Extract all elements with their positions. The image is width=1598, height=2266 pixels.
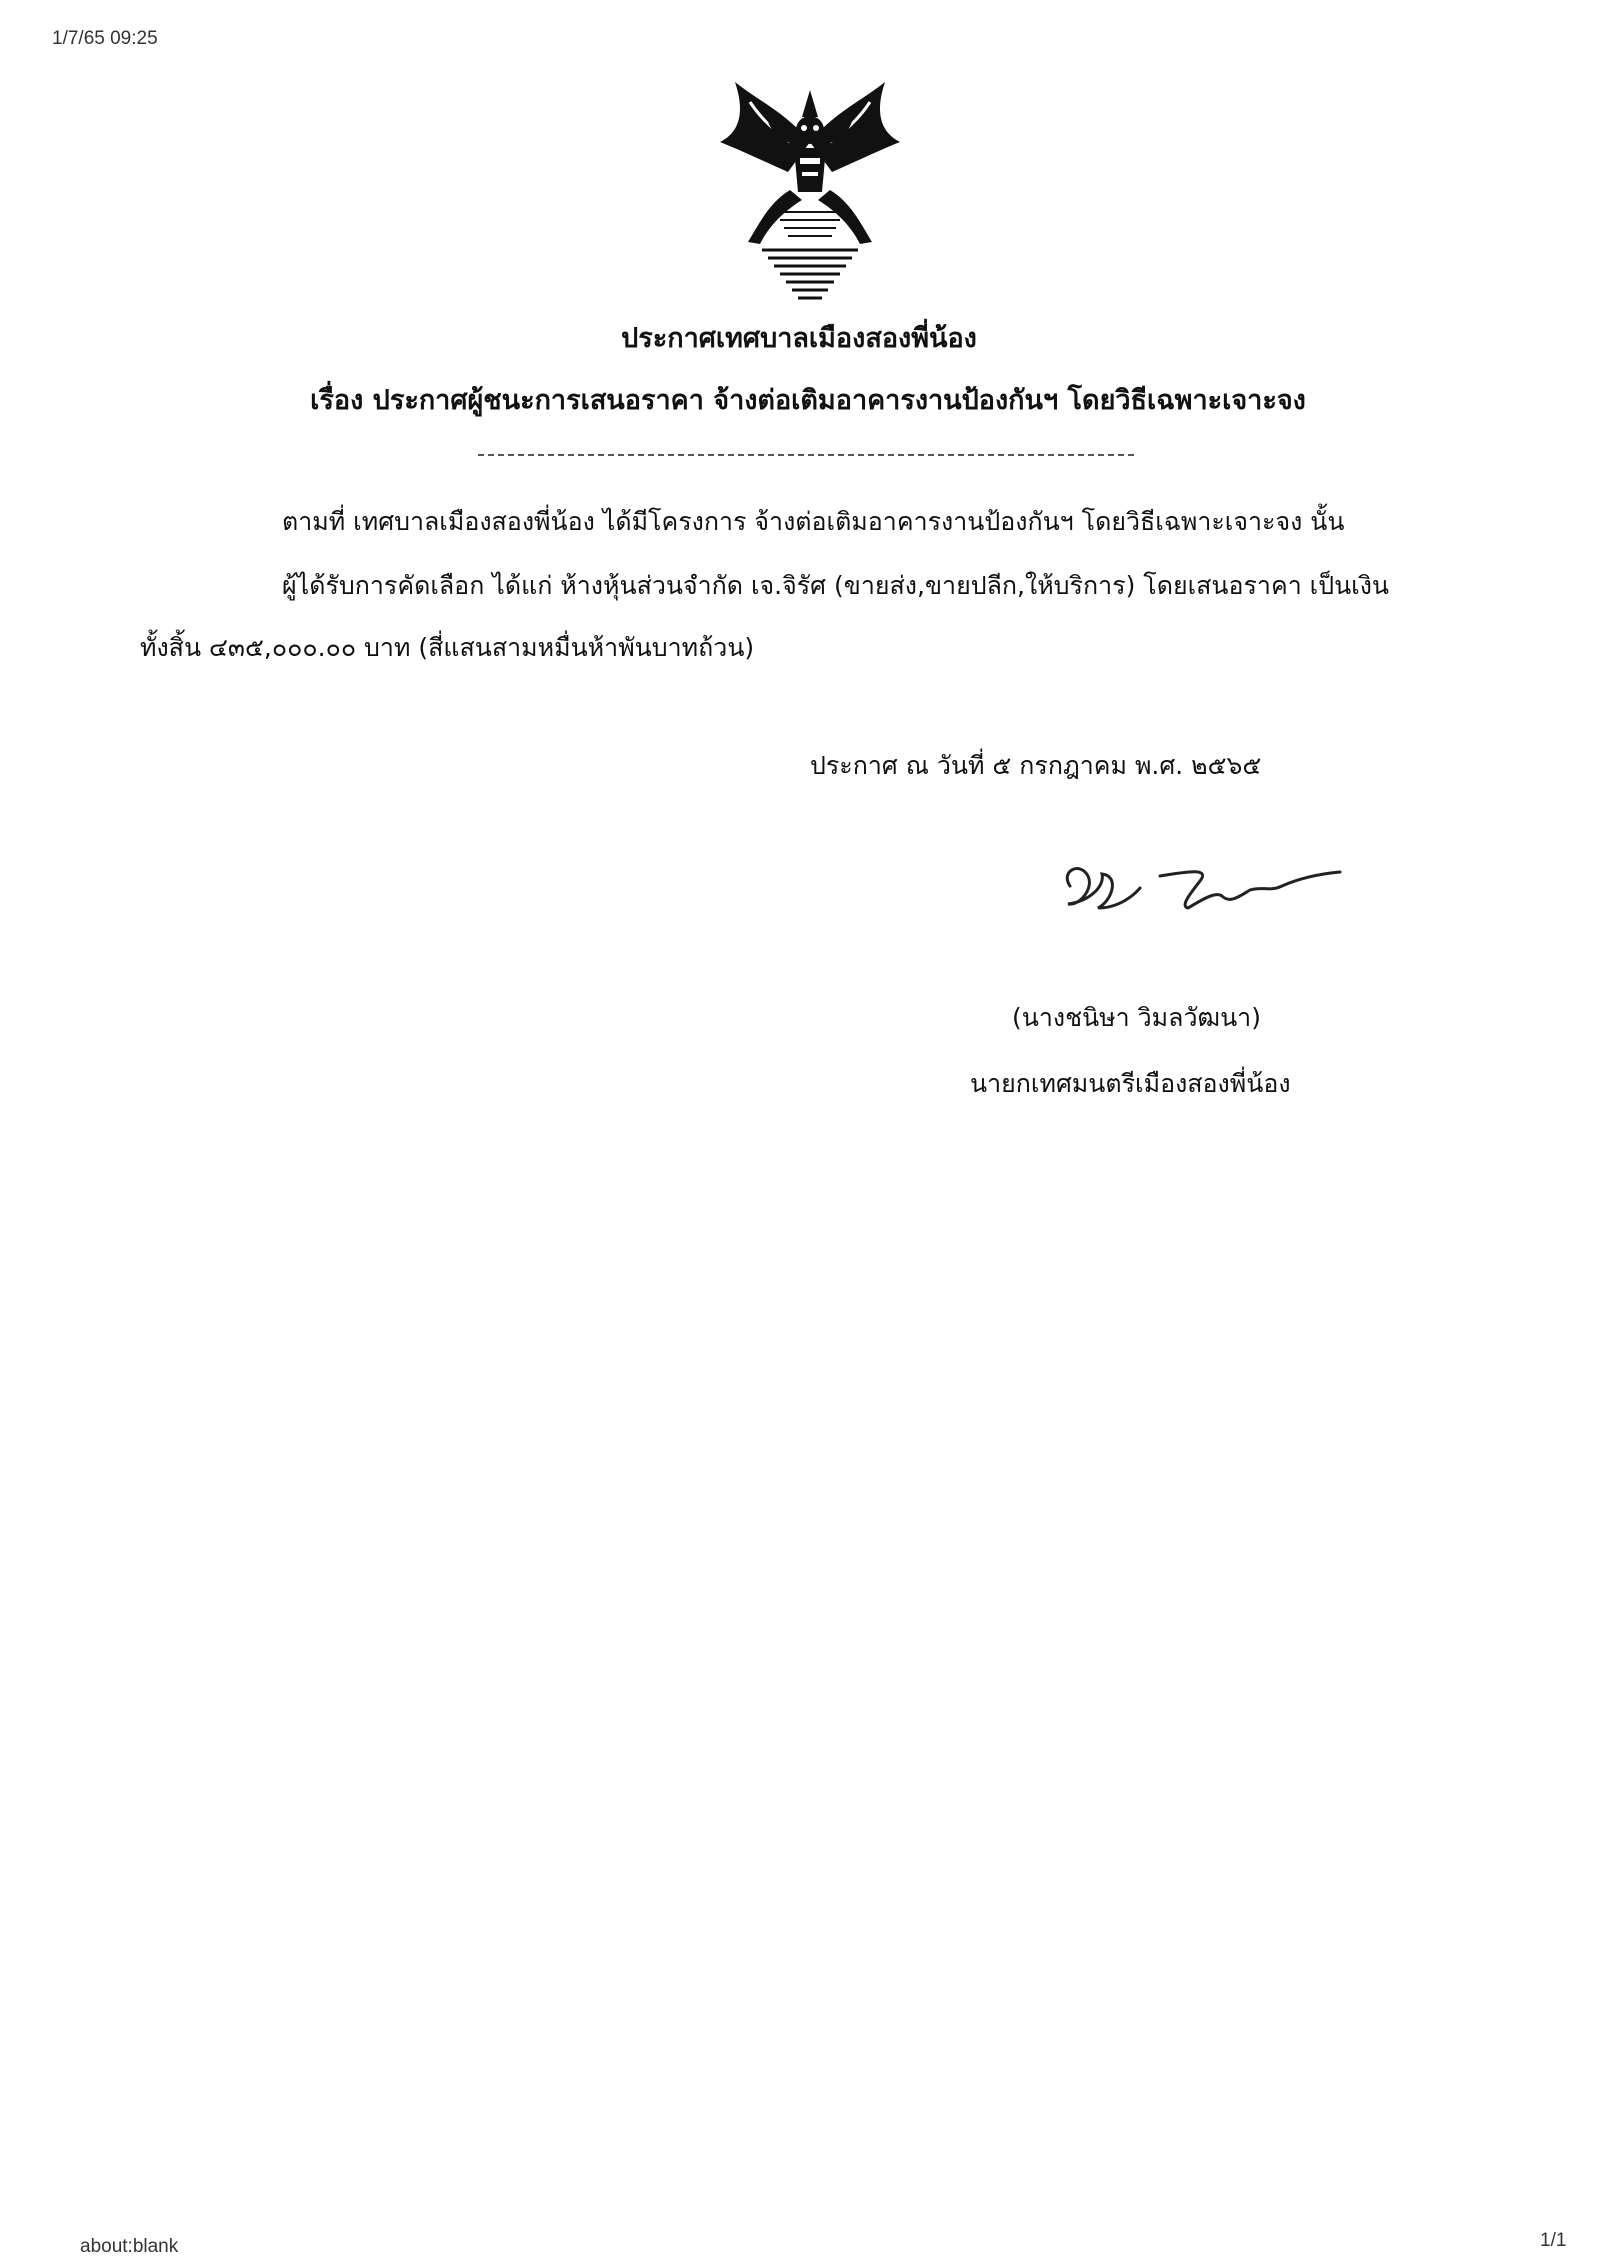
footer-url: about:blank	[80, 2236, 179, 2257]
body-line-2: ผู้ได้รับการคัดเลือก ได้แก่ ห้างหุ้นส่วนจำกัด เจ.จิรัศ (ขายส่ง,ขายปลีก,ให้บริการ) โดยเสนอราคา เป็นเงิน	[282, 571, 1390, 600]
document-subject: เรื่อง ประกาศผู้ชนะการเสนอราคา จ้างต่อเติมอาคารงานป้องกันฯ โดยวิธีเฉพาะเจาะจง	[310, 385, 1306, 416]
announcement-date: ประกาศ ณ วันที่ ๕ กรกฎาคม พ.ศ. ๒๕๖๕	[810, 751, 1262, 780]
print-datetime: 1/7/65 09:25	[52, 28, 158, 49]
divider	[478, 454, 1134, 456]
body-line-3: ทั้งสิ้น ๔๓๕,๐๐๐.๐๐ บาท (สี่แสนสามหมื่นห้าพันบาทถ้วน)	[140, 633, 755, 662]
footer-page-number: 1/1	[1540, 2230, 1567, 2251]
body-line-1: ตามที่ เทศบาลเมืองสองพี่น้อง ได้มีโครงการ จ้างต่อเติมอาคารงานป้องกันฯ โดยวิธีเฉพาะเจาะจง นั้น	[282, 507, 1345, 536]
signature-image	[1050, 846, 1350, 936]
document-title: ประกาศเทศบาลเมืองสองพี่น้อง	[621, 323, 977, 354]
signer-name: (นางชนิษา วิมลวัฒนา)	[1012, 1003, 1261, 1032]
garuda-emblem-icon	[690, 72, 930, 312]
signer-position: นายกเทศมนตรีเมืองสองพี่น้อง	[970, 1069, 1291, 1098]
